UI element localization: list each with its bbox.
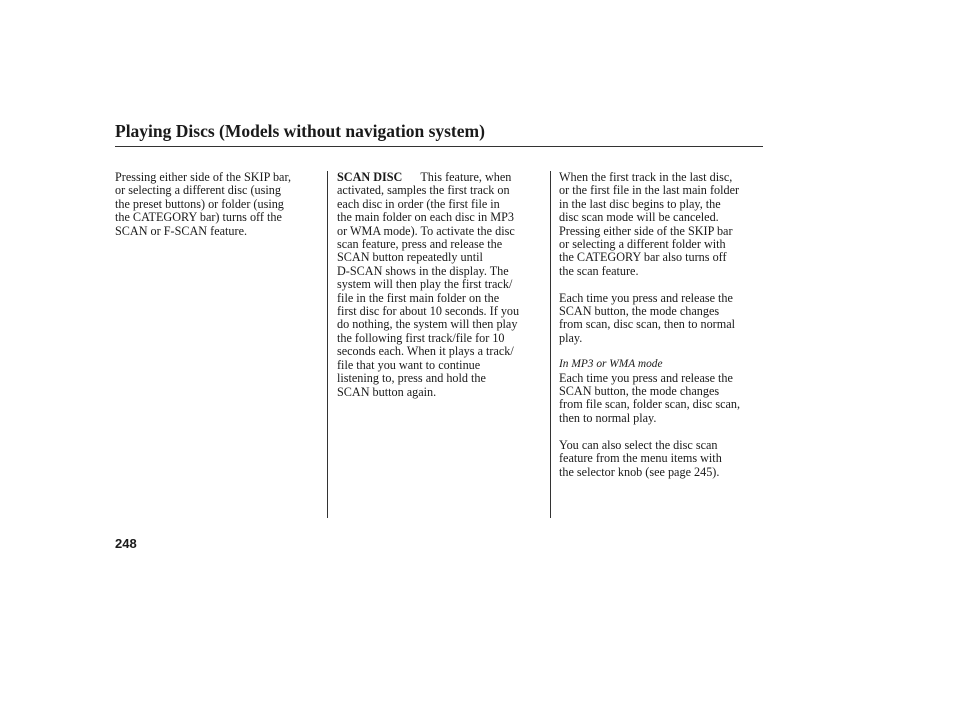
- text-line: each disc in order (the first file in: [337, 196, 500, 211]
- column-divider: [550, 171, 551, 518]
- title-rule: [115, 146, 763, 147]
- text-line: [337, 171, 543, 184]
- text-line: listening to, press and hold the: [337, 371, 486, 386]
- text-line: then to normal play.: [559, 410, 657, 425]
- text-line: When the first track in the last disc,: [559, 170, 733, 184]
- column-1: [115, 171, 320, 238]
- text-line: feature from the menu items with: [559, 451, 722, 466]
- text-line: the CATEGORY bar also turns off: [559, 250, 727, 265]
- text-line: Pressing either side of the SKIP bar: [559, 223, 733, 238]
- text-line: Each time you press and release the: [559, 370, 733, 385]
- text-line: Pressing either side of the SKIP bar,: [115, 170, 292, 184]
- text-line: seconds each. When it plays a track/: [337, 344, 514, 359]
- text-line: activated, samples the first track on: [337, 183, 510, 198]
- column-divider: [327, 171, 328, 518]
- text-line: Each time you press and release the: [559, 290, 733, 305]
- text-line: in the last disc begins to play, the: [559, 196, 721, 211]
- text-line: the main folder on each disc in MP3: [337, 210, 515, 225]
- text-line: SCAN button, the mode changes: [559, 384, 720, 399]
- text-line: first disc for about 10 seconds. If you: [337, 304, 520, 319]
- column-2: [337, 171, 543, 399]
- text-line: file that you want to continue: [337, 357, 481, 372]
- text-line: SCAN or F-SCAN feature.: [115, 223, 248, 238]
- text-line: D-SCAN shows in the display. The: [337, 263, 509, 278]
- text-line: from file scan, folder scan, disc scan,: [559, 397, 741, 412]
- text-line: SCAN button again.: [337, 384, 437, 399]
- column-3: [559, 171, 765, 479]
- text-line: or selecting a different folder with: [559, 237, 726, 252]
- text-line: or WMA mode). To activate the disc: [337, 223, 515, 238]
- text-line: SCAN button repeatedly until: [337, 250, 483, 265]
- text-line: the CATEGORY bar) turns off the: [115, 210, 282, 225]
- text-fragment: This feature, when: [420, 170, 512, 184]
- text-line: SCAN button, the mode changes: [559, 304, 720, 319]
- text-line: disc scan mode will be canceled.: [559, 210, 719, 225]
- text-line: system will then play the first track/: [337, 277, 513, 292]
- text-line: the selector knob (see page 245).: [559, 464, 720, 479]
- mp3-wma-mode-label: In MP3 or WMA mode: [559, 358, 663, 371]
- section-heading-scan-disc: SCAN DISC: [337, 170, 403, 184]
- text-line: do nothing, the system will then play: [337, 317, 518, 332]
- text-line: scan feature, press and release the: [337, 237, 503, 252]
- text-line: or the first file in the last main folder: [559, 183, 740, 198]
- text-line: from scan, disc scan, then to normal: [559, 317, 735, 332]
- text-line: or selecting a different disc (using: [115, 183, 281, 198]
- text-line: play.: [559, 330, 583, 345]
- text-line: the scan feature.: [559, 263, 639, 278]
- text-line: file in the first main folder on the: [337, 290, 500, 305]
- page-title: Playing Discs (Models without navigation system): [115, 121, 485, 141]
- text-line: the following first track/file for 10: [337, 330, 505, 345]
- text-line: the preset buttons) or folder (using: [115, 196, 284, 211]
- text-line: You can also select the disc scan: [559, 437, 718, 452]
- page-number: 248: [115, 536, 137, 551]
